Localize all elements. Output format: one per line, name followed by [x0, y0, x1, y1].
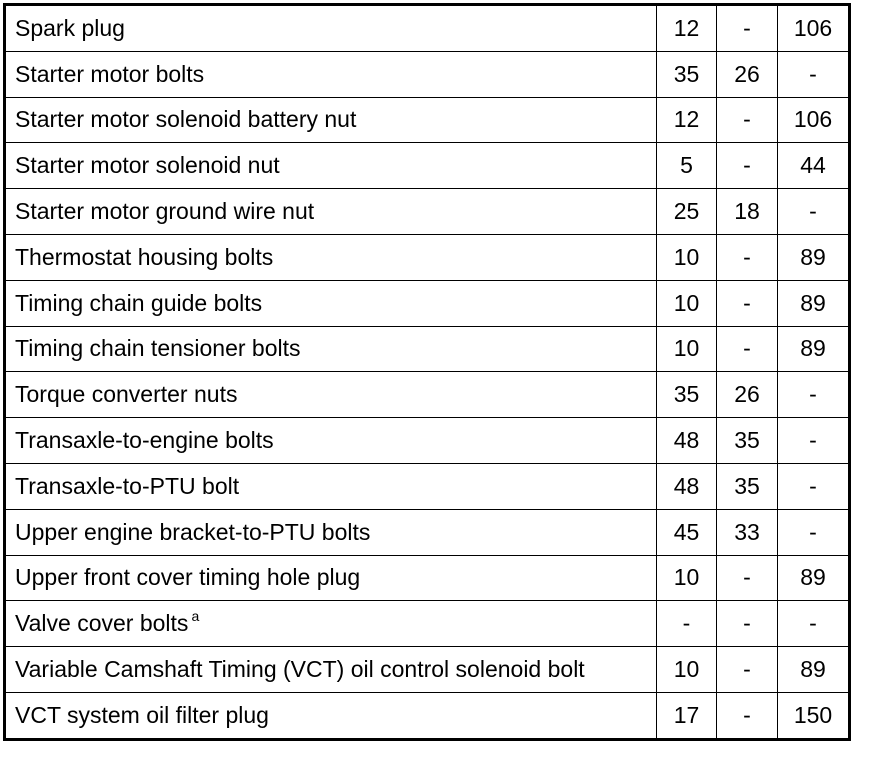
- torque-lbft-cell: -: [717, 647, 778, 693]
- torque-lbin-cell: 89: [778, 280, 850, 326]
- item-description-cell: [5, 51, 657, 97]
- table-row: [5, 234, 850, 280]
- torque-nm-cell: 10: [657, 555, 717, 601]
- item-description: Torque converter nuts: [15, 381, 238, 408]
- torque-lbft-cell: -: [717, 326, 778, 372]
- item-description: Transaxle-to-PTU bolt: [15, 472, 240, 499]
- footnote-marker: a: [191, 608, 200, 625]
- torque-nm-cell: 12: [657, 97, 717, 143]
- torque-nm-cell: 10: [657, 280, 717, 326]
- item-description-cell: [5, 647, 657, 693]
- torque-nm-cell: 35: [657, 51, 717, 97]
- torque-lbft-cell: -: [717, 692, 778, 739]
- torque-nm-cell: 17: [657, 692, 717, 739]
- torque-lbin-cell: -: [778, 51, 850, 97]
- torque-lbin-cell: -: [778, 372, 850, 418]
- item-description-cell: [5, 372, 657, 418]
- torque-lbft-cell: 33: [717, 509, 778, 555]
- item-description-cell: [5, 509, 657, 555]
- torque-lbin-cell: 89: [778, 234, 850, 280]
- item-description: Transaxle-to-engine bolts: [15, 427, 274, 454]
- torque-lbin-cell: 89: [778, 647, 850, 693]
- torque-lbft-cell: -: [717, 280, 778, 326]
- torque-lbin-cell: -: [778, 509, 850, 555]
- torque-nm-cell: 25: [657, 189, 717, 235]
- torque-lbin-cell: -: [778, 418, 850, 464]
- item-description: Starter motor solenoid nut: [15, 152, 280, 179]
- torque-nm-cell: 12: [657, 5, 717, 52]
- torque-lbft-cell: -: [717, 97, 778, 143]
- table-row: [5, 5, 850, 52]
- torque-spec-table: [3, 3, 851, 741]
- torque-lbin-cell: 150: [778, 692, 850, 739]
- torque-lbin-cell: 44: [778, 143, 850, 189]
- torque-lbft-cell: -: [717, 5, 778, 52]
- table-row: [5, 509, 850, 555]
- item-description-cell: [5, 555, 657, 601]
- item-description: VCT system oil filter plug: [15, 701, 269, 728]
- table-row: [5, 51, 850, 97]
- item-description-cell: [5, 463, 657, 509]
- torque-nm-cell: 48: [657, 418, 717, 464]
- torque-nm-cell: -: [657, 601, 717, 647]
- table-row: [5, 280, 850, 326]
- torque-nm-cell: 10: [657, 326, 717, 372]
- torque-lbin-cell: -: [778, 189, 850, 235]
- table-row: [5, 601, 850, 647]
- torque-nm-cell: 10: [657, 234, 717, 280]
- item-description-cell: [5, 280, 657, 326]
- item-description-cell: [5, 601, 657, 647]
- torque-lbft-cell: -: [717, 143, 778, 189]
- table-row: [5, 326, 850, 372]
- torque-lbin-cell: 106: [778, 97, 850, 143]
- table-row: [5, 555, 850, 601]
- torque-lbft-cell: -: [717, 234, 778, 280]
- item-description-cell: [5, 143, 657, 189]
- torque-lbin-cell: 106: [778, 5, 850, 52]
- torque-lbft-cell: 35: [717, 418, 778, 464]
- item-description: Variable Camshaft Timing (VCT) oil control solenoid bolt: [15, 656, 585, 683]
- torque-spec-table-body: [5, 5, 850, 740]
- item-description: Upper front cover timing hole plug: [15, 564, 361, 591]
- item-description: Starter motor bolts: [15, 60, 205, 87]
- item-description: Starter motor ground wire nut: [15, 198, 315, 225]
- torque-lbin-cell: 89: [778, 326, 850, 372]
- table-row: [5, 463, 850, 509]
- torque-lbin-cell: -: [778, 601, 850, 647]
- table-row: [5, 418, 850, 464]
- item-description-cell: [5, 5, 657, 52]
- item-description: Upper engine bracket-to-PTU bolts: [15, 518, 371, 545]
- table-row: [5, 97, 850, 143]
- torque-lbft-cell: -: [717, 555, 778, 601]
- torque-lbft-cell: 18: [717, 189, 778, 235]
- table-row: [5, 372, 850, 418]
- table-row: [5, 692, 850, 739]
- torque-lbft-cell: -: [717, 601, 778, 647]
- item-description: Valve cover bolts: [15, 610, 189, 637]
- table-row: [5, 189, 850, 235]
- torque-nm-cell: 10: [657, 647, 717, 693]
- item-description-cell: [5, 418, 657, 464]
- item-description-cell: [5, 97, 657, 143]
- item-description-cell: [5, 692, 657, 739]
- torque-lbin-cell: -: [778, 463, 850, 509]
- torque-nm-cell: 35: [657, 372, 717, 418]
- table-row: [5, 143, 850, 189]
- item-description-cell: [5, 234, 657, 280]
- torque-nm-cell: 5: [657, 143, 717, 189]
- torque-lbin-cell: 89: [778, 555, 850, 601]
- item-description: Spark plug: [15, 14, 125, 41]
- item-description: Thermostat housing bolts: [15, 243, 274, 270]
- item-description: Starter motor solenoid battery nut: [15, 106, 357, 133]
- item-description: Timing chain tensioner bolts: [15, 335, 301, 362]
- item-description-cell: [5, 326, 657, 372]
- torque-lbft-cell: 35: [717, 463, 778, 509]
- torque-nm-cell: 48: [657, 463, 717, 509]
- table-row: [5, 647, 850, 693]
- torque-lbft-cell: 26: [717, 372, 778, 418]
- item-description-cell: [5, 189, 657, 235]
- item-description: Timing chain guide bolts: [15, 289, 263, 316]
- torque-nm-cell: 45: [657, 509, 717, 555]
- torque-lbft-cell: 26: [717, 51, 778, 97]
